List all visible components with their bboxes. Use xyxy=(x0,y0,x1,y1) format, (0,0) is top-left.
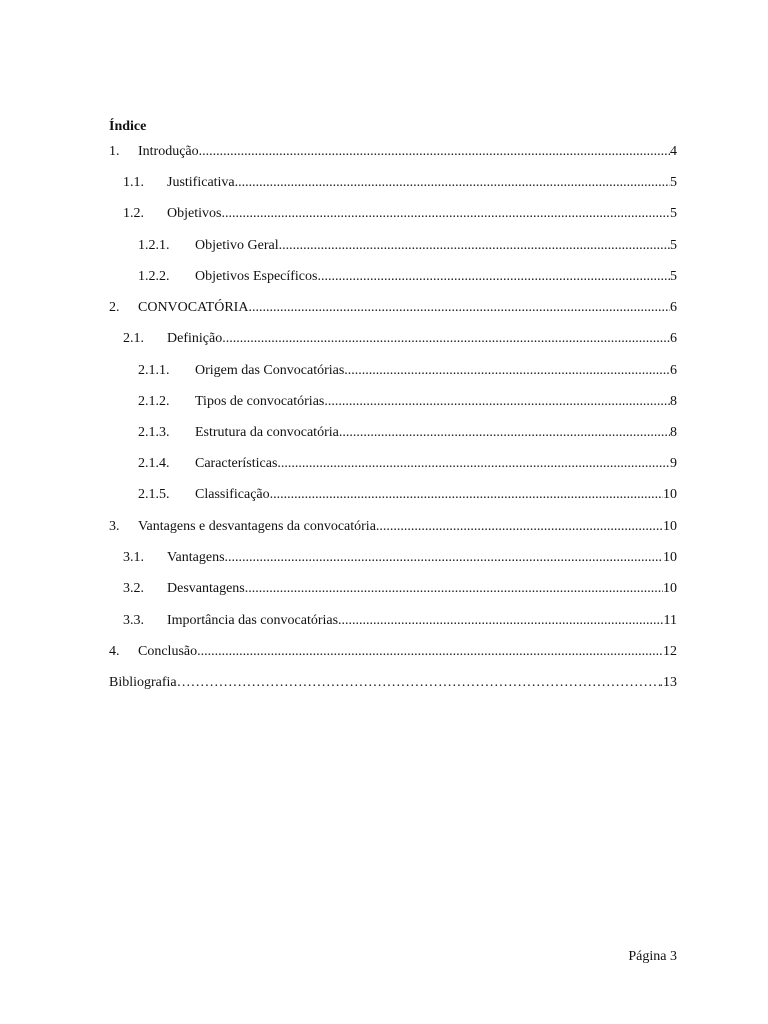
toc-entry-number: 3. xyxy=(109,519,120,534)
toc-entry-1-2-1[interactable] xyxy=(138,237,677,255)
toc-entry-number: 2.1.3. xyxy=(138,425,170,440)
toc-entry-page: 10 xyxy=(663,487,677,502)
toc-entry-1[interactable] xyxy=(109,143,677,161)
toc-entry-number: 1.2. xyxy=(123,206,144,221)
toc-entry-bibliografia[interactable] xyxy=(109,674,677,692)
toc-dot-leader xyxy=(270,486,663,504)
toc-entry-number: 1. xyxy=(109,144,120,159)
toc-entry-number: 2.1.2. xyxy=(138,394,170,409)
toc-entry-2-1-4[interactable] xyxy=(138,455,677,473)
toc-entry-2-1-3[interactable] xyxy=(138,424,677,442)
toc-entry-text: Características xyxy=(195,456,278,471)
toc-dot-leader xyxy=(199,143,670,161)
toc-entry-page: 8 xyxy=(670,425,677,440)
toc-entry-2[interactable] xyxy=(109,299,677,317)
toc-entry-page: 5 xyxy=(670,175,677,190)
toc-entry-page: 6 xyxy=(670,363,677,378)
toc-entry-text: Estrutura da convocatória xyxy=(195,425,339,440)
toc-dot-leader xyxy=(222,330,670,348)
toc-dot-leader xyxy=(235,174,670,192)
toc-entry-2-1-2[interactable] xyxy=(138,393,677,411)
toc-entry-page: 6 xyxy=(670,331,677,346)
toc-dot-leader xyxy=(324,393,670,411)
toc-dot-leader xyxy=(338,612,663,630)
page-number-footer: Página 3 xyxy=(628,949,677,964)
toc-entry-page: 12 xyxy=(663,644,677,659)
toc-entry-number: 1.2.1. xyxy=(138,238,170,253)
toc-entry-4[interactable] xyxy=(109,643,677,661)
toc-entry-text: Conclusão xyxy=(138,644,198,659)
toc-dot-leader xyxy=(344,362,670,380)
toc-entry-page: 8 xyxy=(670,394,677,409)
toc-title: Índice xyxy=(109,119,147,134)
toc-entry-text: Desvantagens xyxy=(167,581,245,596)
toc-entry-2-1-5[interactable] xyxy=(138,486,677,504)
toc-entry-page: 10 xyxy=(663,519,677,534)
toc-entry-number: 2.1.4. xyxy=(138,456,170,471)
toc-entry-text: Introdução xyxy=(138,144,199,159)
toc-entry-page: 5 xyxy=(670,206,677,221)
toc-dot-leader xyxy=(248,299,670,317)
toc-dot-leader xyxy=(279,237,670,255)
toc-dot-leader xyxy=(376,518,663,536)
toc-entry-page: 5 xyxy=(670,269,677,284)
toc-entry-3[interactable] xyxy=(109,518,677,536)
toc-dot-leader xyxy=(317,268,670,286)
toc-entry-page: 9 xyxy=(670,456,677,471)
toc-entry-number: 1.2.2. xyxy=(138,269,170,284)
toc-entry-3-2[interactable] xyxy=(123,580,677,598)
toc-entry-text: Objetivos Específicos xyxy=(195,269,318,284)
toc-entry-number: 2.1.5. xyxy=(138,487,170,502)
toc-entry-number: 2.1.1. xyxy=(138,363,170,378)
toc-entry-text: Bibliografia xyxy=(109,675,177,690)
toc-entry-text: Justificativa xyxy=(167,175,235,190)
toc-entry-2-1-1[interactable] xyxy=(138,362,677,380)
toc-dot-leader xyxy=(245,580,663,598)
toc-entry-page: 4 xyxy=(670,144,677,159)
toc-entry-page: .13 xyxy=(659,675,677,690)
toc-entry-number: 3.3. xyxy=(123,613,144,628)
toc-entry-number: 3.2. xyxy=(123,581,144,596)
toc-entry-text: CONVOCATÓRIA xyxy=(138,300,249,315)
toc-entry-1-1[interactable] xyxy=(123,174,677,192)
toc-entry-1-2[interactable] xyxy=(123,205,677,223)
toc-entry-text: Classificação xyxy=(195,487,270,502)
toc-dot-leader xyxy=(277,455,670,473)
toc-entry-2-1[interactable] xyxy=(123,330,677,348)
toc-entry-number: 1.1. xyxy=(123,175,144,190)
toc-entry-number: 4. xyxy=(109,644,120,659)
toc-entry-3-3[interactable] xyxy=(123,612,677,630)
toc-entry-number: 3.1. xyxy=(123,550,144,565)
toc-dot-leader xyxy=(225,549,663,567)
toc-entry-page: 5 xyxy=(670,238,677,253)
toc-entry-page: 10 xyxy=(663,550,677,565)
toc-dot-leader xyxy=(339,424,670,442)
toc-entry-3-1[interactable] xyxy=(123,549,677,567)
toc-entry-text: Objetivos xyxy=(167,206,222,221)
toc-entry-text: Definição xyxy=(167,331,223,346)
toc-entry-text: Vantagens e desvantagens da convocatória xyxy=(138,519,376,534)
toc-entry-text: Vantagens xyxy=(167,550,225,565)
toc-dot-leader xyxy=(177,674,660,692)
toc-dot-leader xyxy=(197,643,663,661)
toc-entry-text: Origem das Convocatórias xyxy=(195,363,345,378)
toc-entry-number: 2.1. xyxy=(123,331,144,346)
toc-entry-page: 10 xyxy=(663,581,677,596)
toc-entry-text: Importância das convocatórias xyxy=(167,613,339,628)
toc-entry-text: Tipos de convocatórias xyxy=(195,394,325,409)
toc-entry-text: Objetivo Geral xyxy=(195,238,279,253)
toc-entry-page: 11 xyxy=(663,613,677,628)
toc-entry-page: 6 xyxy=(670,300,677,315)
toc-entry-number: 2. xyxy=(109,300,120,315)
toc-entry-1-2-2[interactable] xyxy=(138,268,677,286)
toc-dot-leader xyxy=(221,205,670,223)
